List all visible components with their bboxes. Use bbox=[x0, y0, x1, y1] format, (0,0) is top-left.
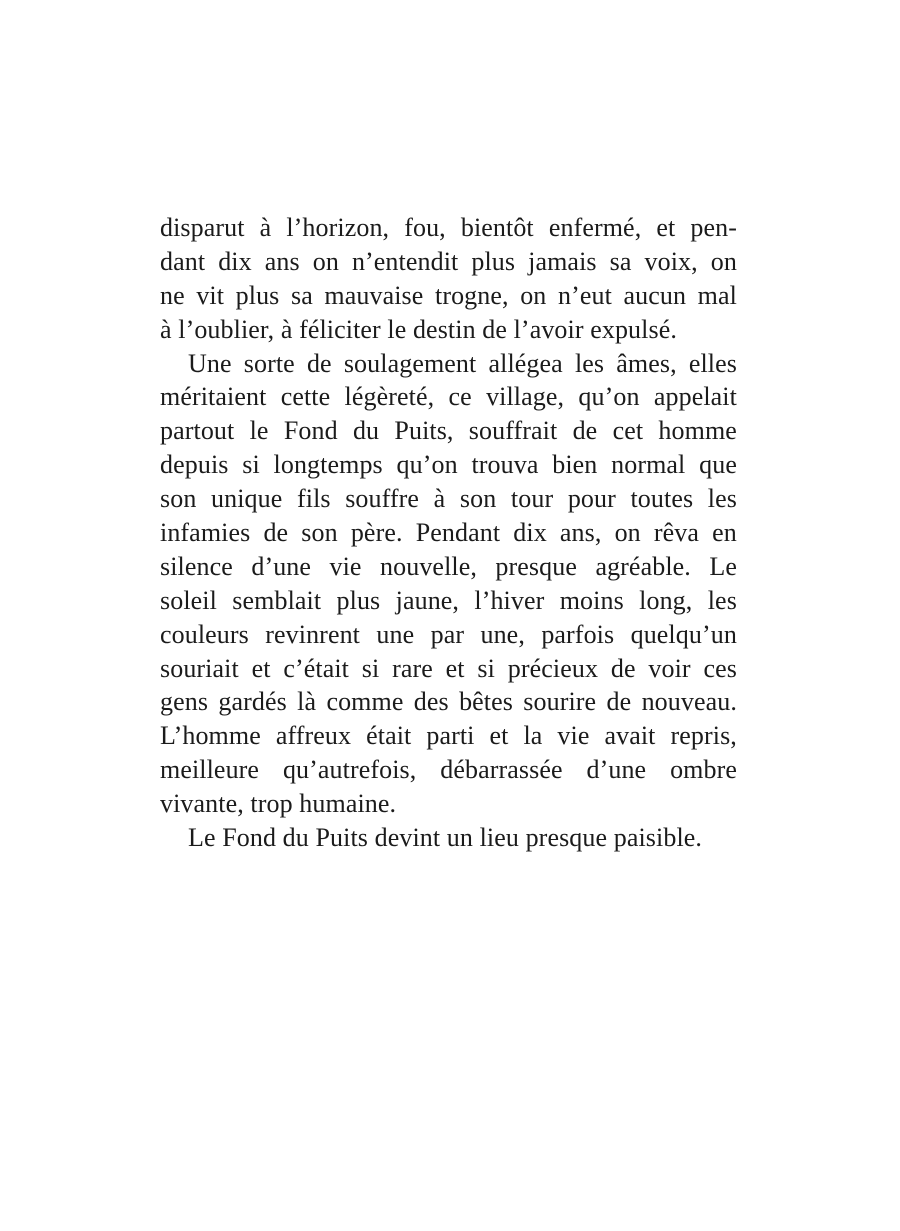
text-line: soleil semblait plus jaune, l’hiver moins long, les bbox=[160, 585, 737, 615]
text-line: à l’oublier, à féliciter le destin de l’avoir expulsé. bbox=[160, 314, 677, 344]
text-line: meilleure qu’autrefois, débarrassée d’une ombre bbox=[160, 755, 737, 785]
text-line: L’homme affreux était parti et la vie avait repris, bbox=[160, 721, 737, 751]
text-line: infamies de son père. Pendant dix ans, on rêva en bbox=[160, 518, 737, 548]
text-line: gens gardés là comme des bêtes sourire de nouveau. bbox=[160, 687, 737, 717]
text-line: disparut à l’horizon, fou, bientôt enfermé, et pen- bbox=[160, 213, 737, 242]
text-line: dant dix ans on n’entendit plus jamais sa voix, on bbox=[160, 246, 737, 276]
text-line: son unique fils souffre à son tour pour toutes les bbox=[160, 484, 737, 514]
text-line: méritaient cette légèreté, ce village, qu’on appelait bbox=[160, 382, 737, 412]
text-line: vivante, trop humaine. bbox=[160, 789, 397, 819]
text-line: couleurs revinrent une par une, parfois quelqu’un bbox=[160, 619, 737, 649]
text-line: ne vit plus sa mauvaise trogne, on n’eut aucun mal bbox=[160, 280, 737, 310]
text-line: Le Fond du Puits devint un lieu presque paisible. bbox=[188, 823, 703, 853]
text-line: silence d’une vie nouvelle, presque agréable. Le bbox=[160, 551, 737, 581]
body-text-block bbox=[160, 211, 737, 855]
text-line: depuis si longtemps qu’on trouva bien normal que bbox=[160, 450, 737, 480]
text-line: souriait et c’était si rare et si précieux de voir ces bbox=[160, 653, 737, 683]
text-line: Une sorte de soulagement allégea les âmes, elles bbox=[188, 348, 737, 378]
text-line: partout le Fond du Puits, souffrait de cet homme bbox=[160, 416, 737, 446]
